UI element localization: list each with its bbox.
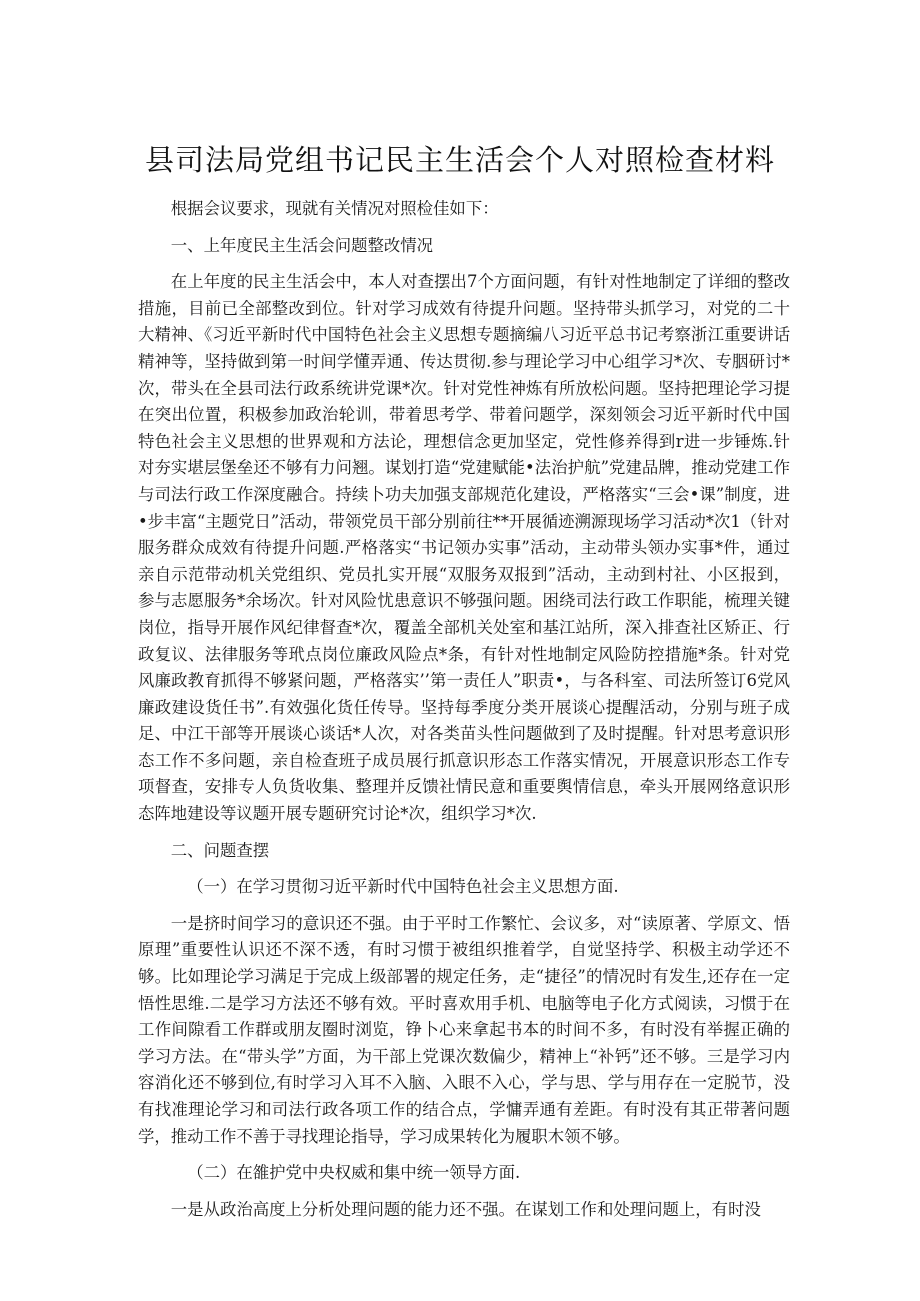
section1-heading: 一、上年度民主生活会问题整改情况 [170, 235, 434, 255]
document-title: 县司法局党组书记民主生活会个人对照检查材料 [144, 143, 775, 177]
section2-sub1-paragraph: 一是挤时间学习的意识还不强。由于平时工作繁忙、会议多，对“读原著、学原文、悟原理”重要性认识还不深不透，有时习惯于被组织推着学，自觉坚持学、积极主动学还不够。比如理论学习满足于完成上级部署的规定任务，走“捷径”的情况时有发生,还存在一定悟性思维.二是学习方法还不够有效。平时喜欢用手机、电脑等电子化方式阅读，习惯于在工作间隙看工作群或朋友圈时浏览，铮卜心来拿起书本的时间不多，有时没有举握正确的学习方法。在“带头学”方面，为干部上党课次数偏少，精神上“补钙”还不够。三是学习内容消化还不够到位,有时学习入耳不入脑、入眼不入心，学与思、学与用存在一定脱节，没有找准理论学习和司法行政各项工作的结合点，学慵弄通有差距。有时没有其正带著问题学，推动工作不善于寻找理论指导，学习成果转化为履职木领不够。 [138, 913, 790, 1146]
section2-heading: 二、问题查摆 [170, 840, 270, 860]
section2-sub2-heading: （二）在雒护党中央权威和集中统一领导方面. [187, 1163, 521, 1183]
section2-sub1-heading: （一）在学习贯彻习近平新时代中国特色社会主义思想方面. [187, 877, 619, 897]
section1-paragraph: 在上年度的民主生活会中，本人对查摆出7个方面问题，有针对性地制定了详细的整改措施，目前已全部整改到位。针对学习成效有待提升问题。坚持带头抓学习，对党的二十大精神、《习近平新时代中国特色社会主义思想专题摘编八习近平总书记考察浙江重要讲话精神等，坚持做到第一时间学懂弄通、传达贯彻.参与理论学习中心组学习*次、专胭研讨*次，带头在全县司法行政系统讲党课*次。针对党性神炼有所放松问题。坚持把理论学习提在突出位置，积极参加政治轮训，带着思考学、带着问题学，深刻领会习近平新时代中国特色社会主义思想的世界观和方法论，理想信念更加坚定，党性修养得到r进一步锤炼.针对夯实堪层堡垒还不够有力问翘。谋划打造“党建赋能•法治护航”党建品牌，推动党建工作与司法行政工作深度融合。持续卜功夫加强支部规范化建设，严格落实“三会•课”制度，进•步丰富“主题党日”活动，带领党员干部分别前往**开展循迹溯源现场学习活动*次1（针对服务群众成效有待提升问题.严格落实“书记领办实事”活动，主动带头领办实事*件，通过亲自示范带动机关党组织、党员扎实开展“双服务双报到”活动，主动到村社、小区报到，参与志愿服务*余场次。针对风险忧患意识不够强问题。困绕司法行政工作职能，梳理关键岗位，指导开展作风纪律督查*次，覆盖全部机关处室和基江站所，深入排查社区矫正、行政复议、法律服务等玳点岗位廉政风险点*条，有针对性地制定风险防控措施*条。针对党风廉政教育抓得不够紧问题，严格落实’’第一责任人”职责•，与各科室、司法所签订6党风廉政建设货任书”.有效强化货任传导。坚持每季度分类开展谈心提醒活动，分别与班子成足、中江干部等开展谈心谈话*人次，对各类苗头性问题做到了及时提醒。针对思考意识形态工作不多问题，亲自检查班子成员展行抓意识形态工作落实情况，开展意识形态工作专项督查，安排专人负货收集、整理并反馈社情民意和重要舆情信息，牵头开展网络意识形态阵地建设等议题开展专题研究讨论*次，组织学习*次. [138, 272, 790, 824]
intro-paragraph: 根据会议要求，现就有关情况对照检佳如下： [170, 199, 499, 218]
section2-sub2-paragraph: 一是从政治高度上分析处理问题的能力还不强。在谋划工作和处理问题上，有时没 [170, 1199, 761, 1219]
document-body [138, 196, 790, 1233]
